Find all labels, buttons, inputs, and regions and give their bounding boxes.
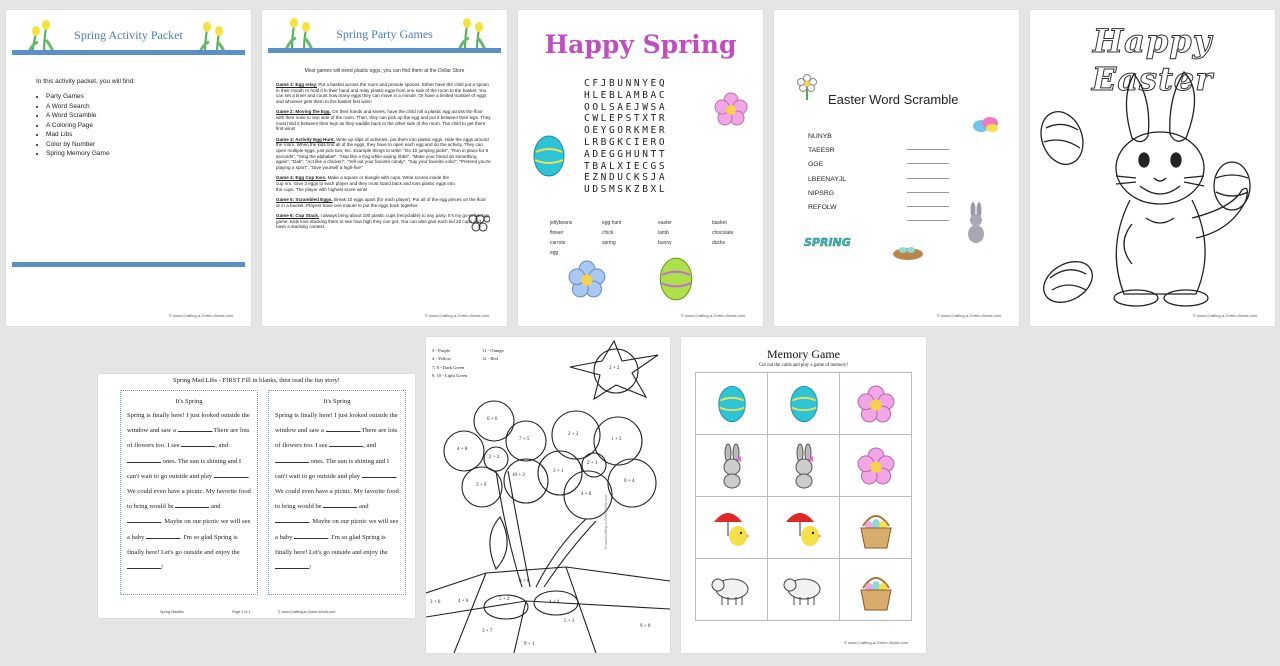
bunny-icon bbox=[964, 202, 988, 244]
legend-item: 9, 10 - Light Green bbox=[432, 373, 468, 379]
sum-label: 3 + 6 bbox=[430, 600, 441, 605]
page-title: Happy Spring bbox=[544, 30, 737, 59]
word-item: easter bbox=[658, 220, 672, 226]
grid-row: EZNDUCKSJA bbox=[584, 172, 668, 184]
word-item: egg hunt bbox=[602, 220, 622, 226]
sum-label: 4 + 8 bbox=[581, 492, 592, 497]
scramble-word: NUNYB bbox=[808, 133, 832, 140]
memory-card bbox=[840, 373, 912, 435]
game-text: Write up slips of activities, put them into plastic eggs. Hide the eggs around the room. When the kids find all of the eggs, they have to open each egg and do the activity. They can open multiple eggs, just pick two, etc. Example things to write: "Do 10 jumping jacks", "Run in place for 5 seconds", "Sing the alphabet", "Hop like a frog while saying ribbit", "Make your friend do something again", "Dab", "Act like a chicken", "Yell out your favorite candy", "Say your favorite color", "Pretend you're playing a sport", "Give yourself a high-five" bbox=[276, 136, 491, 170]
game-text: I always bring about 100 plastic cups (recyclable) to any party. It's my go-to backup game. Kids love stacking them to see how high they can get. You can also give each kid 20 cups and have a stacking contest. bbox=[276, 213, 489, 230]
memory-card bbox=[696, 373, 768, 435]
sum-label: 3 + 1 bbox=[553, 469, 564, 474]
lamb-icon bbox=[782, 573, 826, 607]
header-band bbox=[268, 48, 501, 53]
word-item: flower bbox=[550, 230, 564, 236]
story-text: Spring is finally here! I just looked outside the window and saw a .There are lots of flowers too. I see , and ones. The sun is shining and I can't wait to go outside and play . We could even have a picnic. My favorite food to bring would be and . Maybe on our picnic we will see a baby . I'm so glad Spring is finally here! Let's go outside and enjoy the ! bbox=[275, 412, 399, 572]
sum-label: 1 + 3 bbox=[611, 437, 622, 442]
cups-icon bbox=[468, 214, 490, 234]
page-thumbnail-word-scramble[interactable] bbox=[774, 10, 1019, 326]
word-item: chocolate bbox=[712, 230, 734, 236]
scramble-word: NIPSRG bbox=[808, 189, 835, 197]
grid-row: OOLSAEJWSA bbox=[584, 101, 668, 113]
footer-page: Page 1 of 1 bbox=[232, 610, 251, 614]
grid-row: ADEGGHUNTT bbox=[584, 148, 668, 160]
egg-icon bbox=[532, 134, 566, 178]
story-text: Spring is finally here! I just looked outside the window and saw a .There are lots of flowers too. I see , and ones. The sun is shining and I can't wait to go outside and play . We could even have a picnic. My favorite food to bring would be and . Maybe on our picnic we will see a baby . I'm so glad Spring is finally here! Let's go outside and enjoy the ! bbox=[127, 412, 251, 572]
word-item: spring bbox=[602, 240, 616, 246]
bunny-icon bbox=[718, 443, 746, 489]
sum-label: 2 + 2 bbox=[568, 432, 579, 437]
contents-list bbox=[46, 92, 110, 159]
memory-card bbox=[768, 497, 840, 559]
sum-label: 9 + 0 bbox=[640, 624, 651, 629]
color-by-number-drawing bbox=[426, 337, 670, 653]
scramble-word: TAEESR bbox=[808, 147, 835, 155]
game-name: Game 2: Moving the Egg. bbox=[276, 109, 331, 115]
egg-icon bbox=[717, 384, 747, 424]
game-name: Game 1: Egg relay. bbox=[276, 82, 318, 87]
grid-row: UDSMSKZBXL bbox=[584, 184, 668, 196]
grid-row: LRBGKCIERO bbox=[584, 136, 668, 148]
page-title: Happy Easter bbox=[1091, 22, 1214, 98]
mad-libs-column bbox=[120, 390, 258, 595]
grid-row: TBALXIECGS bbox=[584, 160, 668, 172]
word-item: ducks bbox=[712, 240, 726, 246]
legend-item: 3 - Purple bbox=[432, 348, 451, 353]
answer-line bbox=[907, 150, 949, 164]
footer-credit: © www.Crafting-a-Green-World.com bbox=[425, 313, 489, 318]
page-subtitle: Most games will need plastic eggs, you can find them at the Dollar Store bbox=[304, 68, 465, 74]
page-thumbnail-memory-game[interactable] bbox=[681, 337, 926, 653]
grid-row: CWLEPSTXTR bbox=[584, 113, 668, 125]
answer-lines bbox=[907, 136, 949, 221]
answer-line bbox=[907, 207, 949, 221]
memory-card bbox=[696, 559, 768, 621]
page-thumbnail-coloring-page[interactable] bbox=[1030, 10, 1275, 326]
sum-label: 2 + 2 bbox=[489, 455, 500, 460]
grid-row: CFJBUNNYEQ bbox=[584, 78, 668, 89]
game-name: Game 5: Scrambled Eggs. bbox=[276, 197, 333, 203]
scramble-list bbox=[808, 130, 846, 215]
word-item: bunny bbox=[658, 240, 672, 246]
daisy-icon bbox=[796, 74, 818, 100]
memory-card bbox=[696, 497, 768, 559]
sum-label: 7 + 5 bbox=[519, 437, 530, 442]
game-entry bbox=[276, 197, 491, 208]
game-text: Break 10 eggs apart (for each player). Put all of the egg pieces on the floor or in a bucket. Players have one minute to put the eggs back together. bbox=[276, 197, 486, 208]
sum-label: 4 + 8 bbox=[457, 447, 468, 452]
footer-credit: © www.Crafting-a-Green-World.com bbox=[681, 313, 745, 318]
answer-line bbox=[907, 179, 949, 193]
memory-card bbox=[840, 435, 912, 497]
list-item: • A Word Scramble bbox=[46, 111, 110, 121]
game-entry bbox=[276, 213, 491, 230]
game-text: Make a square or triangle with cups. Write scores inside the cup rim. Give 3 eggs to each player and they must stand back and toss plastic eggs into the cups. The player with highest score wins! bbox=[276, 175, 455, 192]
game-name: Game 4: Egg Cup toss. bbox=[276, 175, 327, 181]
story-title: It's Spring bbox=[175, 398, 203, 405]
word-search-grid bbox=[584, 78, 667, 196]
sum-label: 10 + 2 bbox=[512, 473, 525, 478]
sum-label: 2 + 2 bbox=[609, 366, 620, 371]
side-credit: © www.Crafting-a-Green-World.com bbox=[604, 494, 608, 549]
footer-credit: © www.Crafting-a-Green-World.com bbox=[844, 640, 908, 645]
tulip-icon bbox=[455, 14, 489, 50]
flower-icon bbox=[857, 385, 895, 423]
word-item: lamb bbox=[658, 230, 669, 236]
page-title: Easter Word Scramble bbox=[828, 92, 959, 107]
egg-icon bbox=[658, 256, 694, 302]
basket-icon bbox=[857, 506, 895, 550]
list-item: • Mad Libs bbox=[46, 130, 110, 140]
flower-icon bbox=[714, 92, 748, 126]
sum-label: 8 + 0 bbox=[519, 579, 530, 584]
game-text: Put a basket across the room and provide spoons. Either have the child put a spoon in their mouth or hold it in their hand and relay plastic eggs from one side of the room to the basket. You can set a timer and count how many eggs they can move in a minute. Or have a limited number of eggs and whoever gets them to the basket first wins! bbox=[276, 82, 489, 104]
memory-card bbox=[768, 435, 840, 497]
scramble-word: LBEENAYJL bbox=[808, 175, 847, 183]
basket-icon bbox=[857, 568, 895, 612]
game-entry bbox=[276, 137, 491, 171]
page-title: Spring Party Games bbox=[336, 27, 433, 41]
footer-credit: © www.Crafting-a-Green-World.com bbox=[937, 313, 1001, 318]
page-thumbnail-word-search[interactable] bbox=[518, 10, 763, 326]
memory-card bbox=[840, 497, 912, 559]
legend-item: 12 - Red bbox=[482, 356, 498, 362]
chick-umbrella-icon bbox=[712, 506, 752, 550]
answer-line bbox=[907, 136, 949, 150]
header-band bbox=[12, 50, 245, 55]
word-bank bbox=[550, 218, 752, 258]
memory-card bbox=[768, 373, 840, 435]
word-item: chick bbox=[602, 230, 614, 236]
page-title: Spring Activity Packet bbox=[74, 28, 183, 42]
word-item: basket bbox=[712, 220, 727, 226]
legend-item: 7, 8 - Dark Green bbox=[432, 364, 465, 370]
footer-credit: © www.Crafting-a-Green-World.com bbox=[1193, 313, 1257, 318]
sum-label: 0 + 4 bbox=[624, 479, 635, 484]
flower-icon bbox=[857, 447, 895, 485]
list-item: • A Coloring Page bbox=[46, 121, 110, 131]
game-text: On their hands and knees, have the child roll a plastic egg across the floor with their nose to one side of the room. Then, they can pick up the egg and put it between their legs. They must hold it between their legs as they waddle back to the other side of the room. The child to get there first wins! bbox=[276, 109, 491, 132]
sum-label: 4 + 6 bbox=[458, 599, 469, 604]
legend-item: 11 - Orange bbox=[482, 348, 504, 353]
footer-credit: © www.Crafting-a-Green-World.com bbox=[169, 313, 233, 318]
grid-row: HLEBLAMBAC bbox=[584, 89, 668, 101]
word-item: jellybeans bbox=[550, 220, 573, 226]
sum-label: 2 + 1 bbox=[587, 461, 598, 466]
story-title: It's Spring bbox=[323, 398, 351, 405]
tulip-icon bbox=[195, 16, 229, 54]
list-item: • Party Games bbox=[46, 92, 110, 102]
sum-label: 3 + 7 bbox=[482, 629, 493, 634]
game-name: Game 6: Cup Stack. bbox=[276, 213, 320, 219]
sum-label: 6 + 6 bbox=[487, 417, 498, 422]
lamb-icon bbox=[710, 573, 754, 607]
footer-credit: © www.Crafting-a-Green-World.com bbox=[278, 610, 336, 614]
flower-icon bbox=[568, 260, 606, 298]
page-thumbnail-activity-packet[interactable] bbox=[6, 10, 251, 326]
bunny-coloring-illustration bbox=[1036, 68, 1268, 308]
grid-row: OEYGORKMER bbox=[584, 125, 668, 137]
spring-badge: SPRING bbox=[804, 236, 851, 249]
egg-icon bbox=[789, 384, 819, 424]
page-title: Memory Game bbox=[767, 347, 840, 361]
sum-label: 3 + 9 bbox=[476, 483, 487, 488]
list-item: • A Word Search bbox=[46, 102, 110, 112]
game-entry bbox=[276, 175, 491, 192]
list-item: • Spring Memory Game bbox=[46, 149, 110, 159]
word-item: egg bbox=[550, 250, 559, 256]
bunny-icon bbox=[790, 443, 818, 489]
page-thumbnail-color-by-number[interactable] bbox=[426, 337, 670, 653]
page-thumbnail-mad-libs[interactable] bbox=[98, 374, 415, 618]
game-entry bbox=[276, 109, 491, 131]
nest-icon bbox=[892, 242, 924, 260]
intro-text: In this activity packet, you will find: bbox=[36, 78, 135, 85]
answer-line bbox=[907, 164, 949, 178]
legend-item: 4 - Yellow bbox=[432, 356, 452, 362]
scramble-word: REFOLW bbox=[808, 204, 837, 212]
memory-card bbox=[696, 435, 768, 497]
page-thumbnail-party-games[interactable] bbox=[262, 10, 507, 326]
mad-libs-column bbox=[268, 390, 406, 595]
candy-icon bbox=[972, 114, 1000, 134]
word-item: carrots bbox=[550, 240, 566, 246]
sum-label: 4 + 4 bbox=[549, 600, 560, 605]
memory-card bbox=[840, 559, 912, 621]
list-item: • Color by Number bbox=[46, 140, 110, 150]
game-name: Game 3: Activity Egg Hunt. bbox=[276, 136, 335, 142]
sum-label: 5 + 3 bbox=[564, 619, 575, 624]
chick-umbrella-icon bbox=[784, 506, 824, 550]
page-title: Spring Mad Libs - FIRST Fill in blanks, then read the fun story! bbox=[173, 377, 340, 384]
page-subtitle: Cut out the cards and play a game of memory! bbox=[758, 363, 849, 368]
game-entry bbox=[276, 82, 491, 104]
footer-left: Spring Madlibs bbox=[160, 610, 184, 614]
sum-label: 5 + 2 bbox=[499, 597, 510, 602]
sum-label: 9 + 1 bbox=[524, 642, 535, 647]
answer-line bbox=[907, 193, 949, 207]
memory-card-grid bbox=[695, 372, 912, 621]
games-list bbox=[276, 82, 491, 235]
footer-band bbox=[12, 262, 245, 267]
memory-card bbox=[768, 559, 840, 621]
scramble-word: GGE bbox=[808, 161, 824, 169]
